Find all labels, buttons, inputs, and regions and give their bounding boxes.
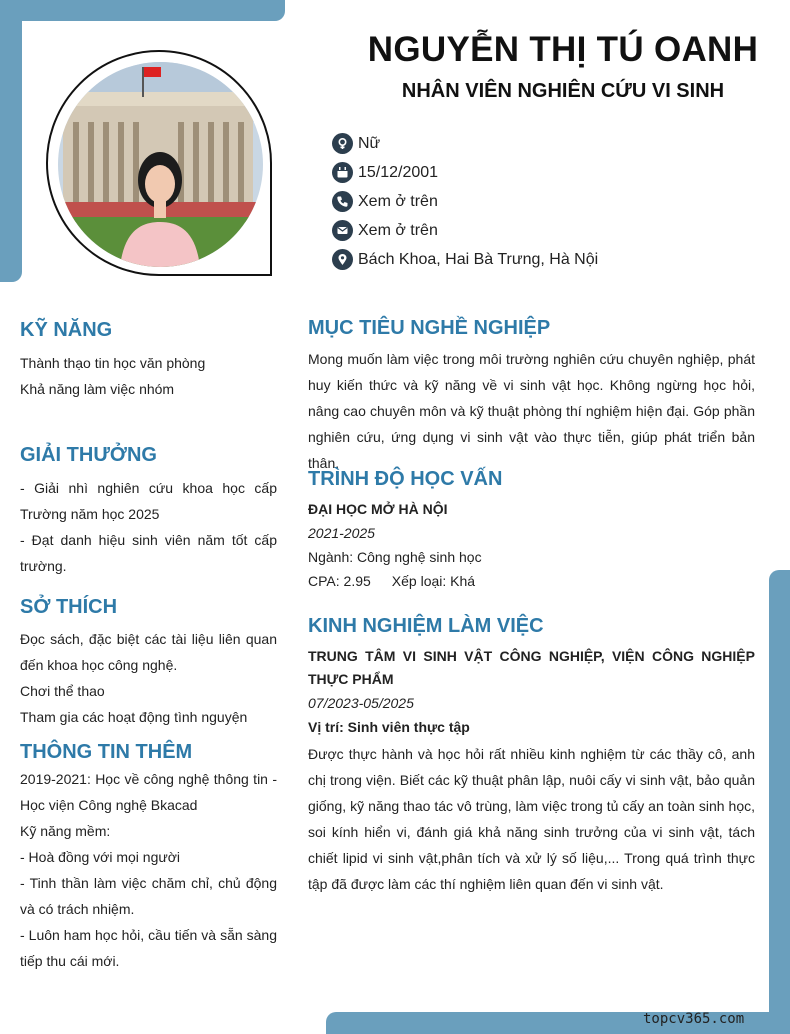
award-item: - Đạt danh hiệu sinh viên năm tốt cấp trường. xyxy=(20,532,277,574)
top-band xyxy=(0,0,285,21)
hobby-item: Đọc sách, đặc biệt các tài liệu liên quan đến khoa học công nghệ. xyxy=(20,631,277,673)
candidate-name: NGUYỄN THỊ TÚ OANH xyxy=(367,30,759,69)
experience-description: Được thực hành và học hỏi rất nhiều kinh nghiệm từ các thầy cô, anh chị trong viện. Biết các kỹ thuật phân lập, nuôi cấy vi sinh vật, bảo quản giống, kỹ năng thao tác vô trùng, làm việc trong tủ cấy an toàn sinh học, soi kính hiển vi, đánh giá khả năng sinh trưởng của vi sinh vật, tách chiết lipid vi sinh vật,phân tích và xử lý số liệu,... Trong quá trình thực tập đã được làm các thí nghiệm liên quan đến vi sinh vật. xyxy=(308,746,755,892)
extra-info-item: - Luôn ham học hỏi, cầu tiến và sẵn sàng tiếp thu cái mới. xyxy=(20,927,277,969)
location-icon xyxy=(332,249,353,270)
extra-info-item: - Tinh thần làm việc chăm chỉ, chủ động và có trách nhiệm. xyxy=(20,875,277,917)
phone-text: Xem ở trên xyxy=(358,192,438,210)
experience-position: Vị trí: Sinh viên thực tập xyxy=(308,719,470,735)
contact-birthday xyxy=(332,158,598,187)
calendar-icon xyxy=(332,162,353,183)
avatar xyxy=(58,62,263,267)
contact-info xyxy=(332,129,598,274)
gender-text: Nữ xyxy=(358,134,381,152)
address-text: Bách Khoa, Hai Bà Trưng, Hà Nội xyxy=(358,250,599,268)
birthday-text: 15/12/2001 xyxy=(358,163,439,181)
education-cpa: CPA: 2.95 xyxy=(308,573,371,589)
watermark: topcv365.com xyxy=(643,1011,745,1027)
awards-heading: GIẢI THƯỞNG xyxy=(20,444,157,466)
skills-heading: KỸ NĂNG xyxy=(20,319,113,341)
objective-heading: MỤC TIÊU NGHỀ NGHIỆP xyxy=(308,317,551,339)
hobby-item: Tham gia các hoạt động tình nguyện xyxy=(20,709,248,725)
contact-gender xyxy=(332,129,598,158)
education-heading: TRÌNH ĐỘ HỌC VẤN xyxy=(308,468,503,490)
contact-email xyxy=(332,216,598,245)
gender-icon xyxy=(332,133,353,154)
extra-info-list xyxy=(20,766,277,974)
phone-icon xyxy=(332,191,353,212)
job-title: NHÂN VIÊN NGHIÊN CỨU VI SINH xyxy=(401,80,725,102)
school-name: ĐẠI HỌC MỞ HÀ NỘI xyxy=(308,501,448,517)
education-rank: Xếp loại: Khá xyxy=(391,573,476,589)
awards-list xyxy=(20,475,277,579)
left-band xyxy=(0,0,22,282)
experience-company: TRUNG TÂM VI SINH VẬT CÔNG NGHIỆP, VIỆN CÔNG NGHIỆP THỰC PHẨM xyxy=(308,648,755,687)
experience-heading: KINH NGHIỆM LÀM VIỆC xyxy=(308,615,544,637)
email-icon xyxy=(332,220,353,241)
hobbies-list xyxy=(20,626,277,730)
education-period: 2021-2025 xyxy=(308,525,375,541)
extra-info-heading: THÔNG TIN THÊM xyxy=(20,741,193,763)
skills-list xyxy=(20,350,277,402)
education-block xyxy=(308,497,755,593)
right-band xyxy=(769,570,790,1034)
experience-period: 07/2023-05/2025 xyxy=(308,695,414,711)
email-text: Xem ở trên xyxy=(358,221,438,239)
skill-item: Khả năng làm việc nhóm xyxy=(20,381,175,397)
contact-phone xyxy=(332,187,598,216)
extra-info-item: Kỹ năng mềm: xyxy=(20,823,111,839)
hobbies-heading: SỞ THÍCH xyxy=(20,596,118,618)
hobby-item: Chơi thể thao xyxy=(20,683,105,699)
objective-text: Mong muốn làm việc trong môi trường nghiên cứu chuyên nghiệp, phát huy kiến thức và kỹ năng về vi sinh vật học. Không ngừng học hỏi, nâng cao chuyên môn và kỹ thuật phòng thí nghiệm hiện đại. Góp phần nghiên cứu, ứng dụng vi sinh vật vào thực tiễn, giúp phát triển bản thân. xyxy=(308,351,755,471)
contact-address xyxy=(332,245,598,274)
extra-info-item: - Hoà đồng với mọi người xyxy=(20,849,181,865)
education-major: Ngành: Công nghệ sinh học xyxy=(308,549,482,565)
extra-info-item: 2019-2021: Học về công nghệ thông tin - Học viện Công nghệ Bkacad xyxy=(20,771,277,813)
education-grades xyxy=(308,569,755,593)
skill-item: Thành thạo tin học văn phòng xyxy=(20,355,206,371)
award-item: - Giải nhì nghiên cứu khoa học cấp Trường năm học 2025 xyxy=(20,480,277,522)
